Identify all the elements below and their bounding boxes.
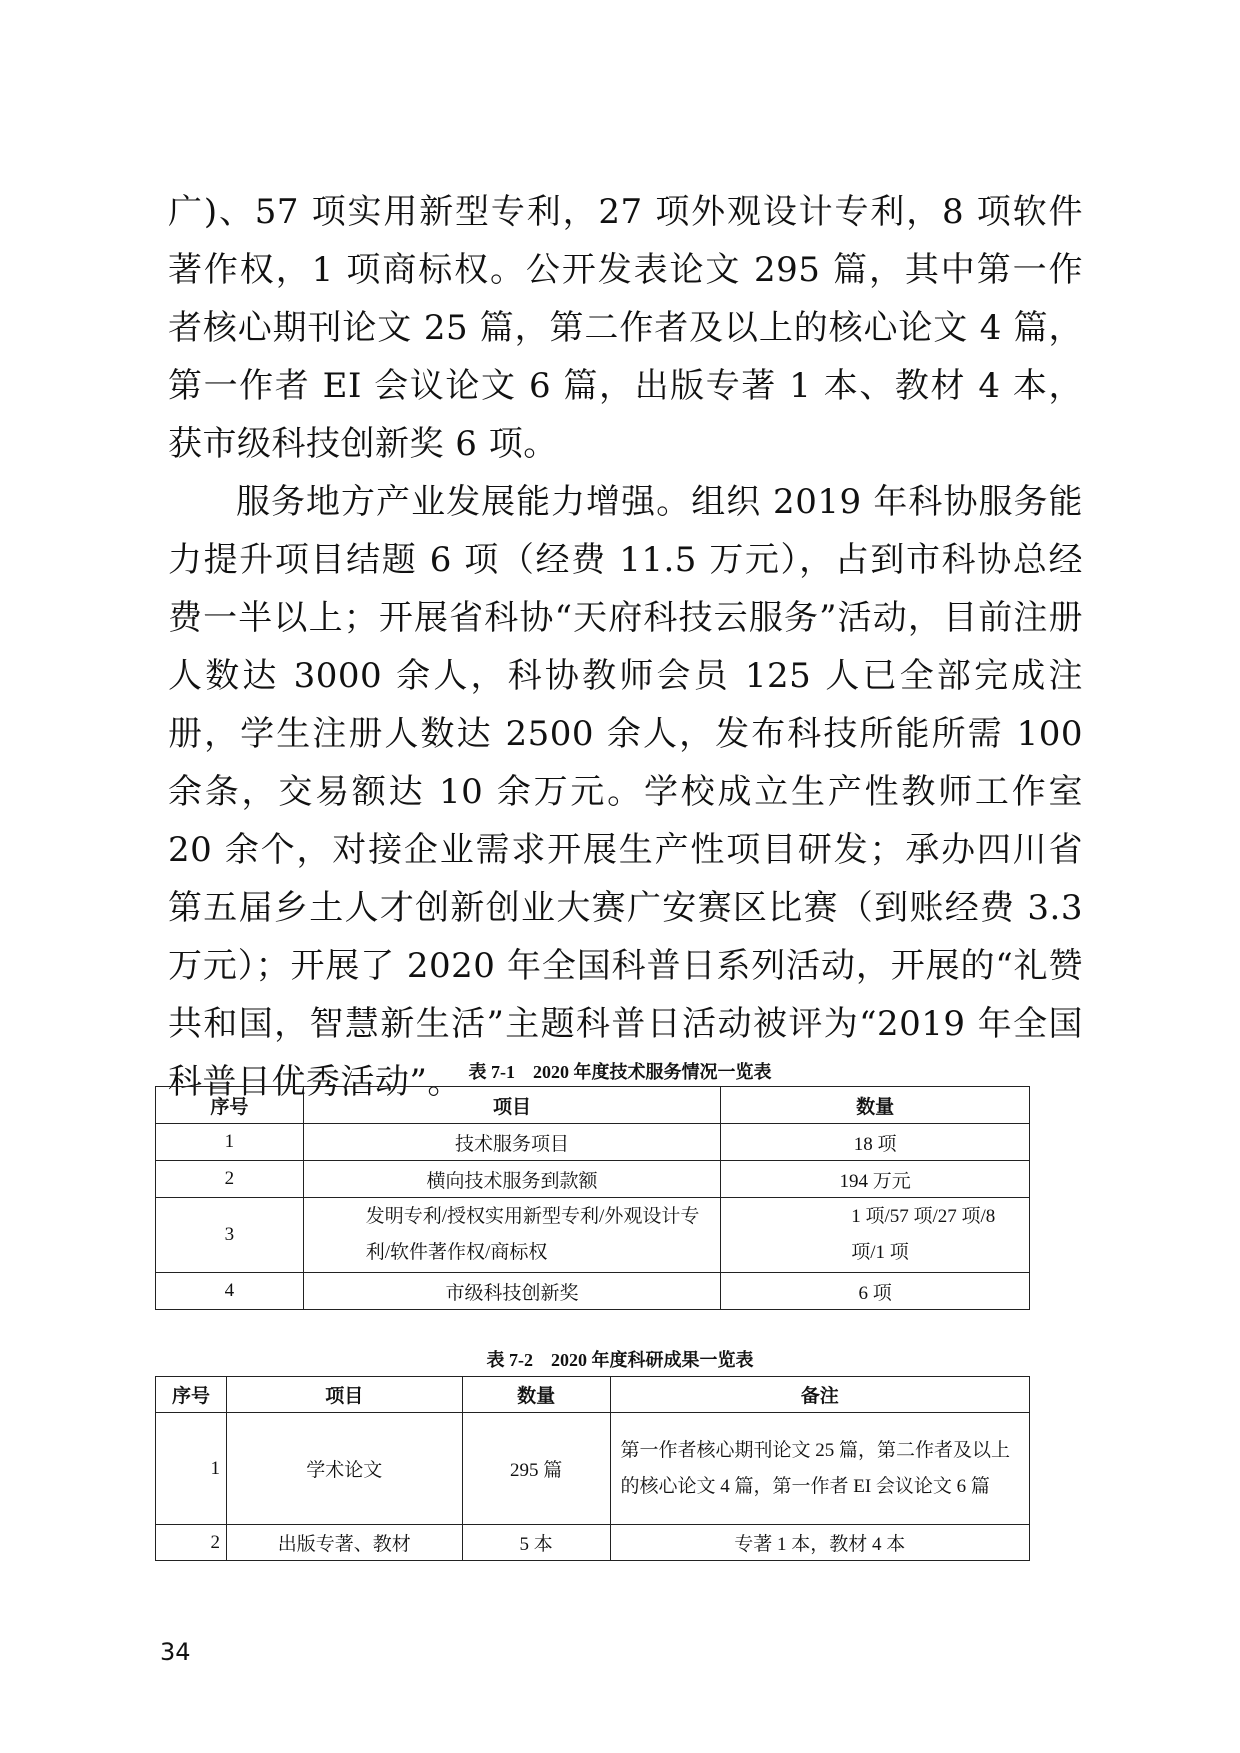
cell-item: 学术论文 xyxy=(226,1413,462,1525)
cell-item: 技术服务项目 xyxy=(303,1124,720,1161)
table-row xyxy=(156,1161,1030,1198)
header-cell-item: 项目 xyxy=(303,1087,720,1124)
header-cell-item: 项目 xyxy=(226,1377,462,1413)
research-results-table xyxy=(155,1376,1030,1561)
cell-remarks: 第一作者核心期刊论文 25 篇，第二作者及以上的核心论文 4 篇，第一作者 EI 会议论文 6 篇 xyxy=(610,1413,1030,1525)
table-row xyxy=(156,1273,1030,1310)
cell-item: 市级科技创新奖 xyxy=(303,1273,720,1310)
paragraph-2: 服务地方产业发展能力增强。组织 2019 年科协服务能力提升项目结题 6 项（经费 11.5 万元），占到市科协总经费一半以上；开展省科协“天府科技云服务”活动，目前注册人数达 3000 余人，科协教师会员 125 人已全部完成注册，学生注册人数达 2500 余人，发布科技所能所需 100 余条，交易额达 10 余万元。学校成立生产性教师工作室 20 余个，对接企业需求开展生产性项目研发；承办四川省第五届乡土人才创新创业大赛广安赛区比赛（到账经费 3.3 万元）；开展了 2020 年全国科普日系列活动，开展的“礼赞共和国，智慧新生活”主题科普日活动被评为“2019 年全国科普日优秀活动”。 xyxy=(168,482,1083,1102)
table-row xyxy=(156,1413,1030,1525)
header-cell-remarks: 备注 xyxy=(610,1377,1030,1413)
cell-index: 2 xyxy=(156,1161,304,1198)
technical-service-table xyxy=(155,1086,1030,1310)
header-cell-quantity: 数量 xyxy=(462,1377,610,1413)
table-row xyxy=(156,1124,1030,1161)
table-2-caption: 表 7-2 2020 年度科研成果一览表 xyxy=(486,1350,754,1370)
cell-quantity: 194 万元 xyxy=(721,1161,1030,1198)
cell-index: 1 xyxy=(156,1124,304,1161)
cell-quantity: 6 项 xyxy=(721,1273,1030,1310)
cell-index: 3 xyxy=(156,1198,304,1273)
header-cell-quantity: 数量 xyxy=(721,1087,1030,1124)
table-row xyxy=(156,1198,1030,1273)
header-cell-index: 序号 xyxy=(156,1087,304,1124)
cell-quantity: 295 篇 xyxy=(462,1413,610,1525)
cell-index: 4 xyxy=(156,1273,304,1310)
table-1-caption: 表 7-1 2020 年度技术服务情况一览表 xyxy=(468,1062,772,1082)
table-row xyxy=(156,1525,1030,1561)
cell-remarks: 专著 1 本，教材 4 本 xyxy=(610,1525,1030,1561)
cell-index: 1 xyxy=(156,1413,227,1525)
paragraph-1: 广)、57 项实用新型专利，27 项外观设计专利，8 项软件著作权，1 项商标权。公开发表论文 295 篇，其中第一作者核心期刊论文 25 篇，第二作者及以上的核心论文 4 篇，第一作者 EI 会议论文 6 篇，出版专著 1 本、教材 4 本，获市级科技创新奖 6 项。 xyxy=(168,192,1083,464)
cell-quantity: 18 项 xyxy=(721,1124,1030,1161)
table-header-row xyxy=(156,1377,1030,1413)
cell-item: 横向技术服务到款额 xyxy=(303,1161,720,1198)
body-text xyxy=(168,183,1083,1111)
table-header-row xyxy=(156,1087,1030,1124)
cell-quantity: 1 项/57 项/27 项/8 项/1 项 xyxy=(721,1198,1030,1273)
page-number: 34 xyxy=(160,1638,191,1666)
cell-index: 2 xyxy=(156,1525,227,1561)
header-cell-index: 序号 xyxy=(156,1377,227,1413)
cell-item: 发明专利/授权实用新型专利/外观设计专利/软件著作权/商标权 xyxy=(303,1198,720,1273)
cell-item: 出版专著、教材 xyxy=(226,1525,462,1561)
cell-quantity: 5 本 xyxy=(462,1525,610,1561)
